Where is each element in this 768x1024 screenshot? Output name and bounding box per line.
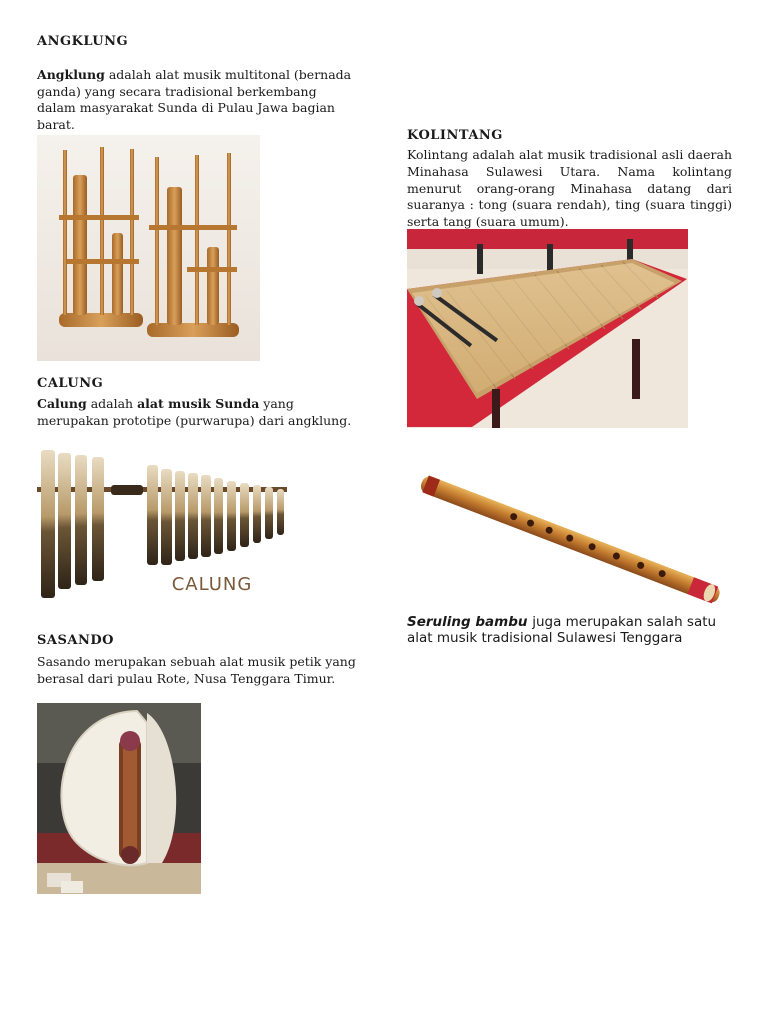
calung-heading: CALUNG — [37, 376, 104, 391]
angklung-heading: ANGKLUNG — [37, 34, 129, 49]
angklung-term: Angklung — [37, 67, 105, 82]
sasando-paragraph: Sasando merupakan sebuah alat musik petik yang berasal dari pulau Rote, Nusa Tenggara Timur. — [37, 654, 356, 686]
kolintang-image — [407, 229, 688, 428]
calung-bold-text: alat musik Sunda — [137, 396, 260, 411]
calung-text: yang merupakan prototipe (purwarupa) dari angklung. — [37, 396, 352, 428]
calung-paragraph — [37, 396, 367, 429]
angklung-image — [37, 135, 260, 361]
kolintang-heading: KOLINTANG — [407, 128, 503, 143]
seruling-image — [413, 472, 726, 608]
calung-term: Calung — [37, 396, 87, 411]
seruling-term: Seruling bambu — [407, 614, 533, 630]
sasando-heading: SASANDO — [37, 633, 114, 648]
kolintang-paragraph: Kolintang adalah alat musik tradisional asli daerah Minahasa Sulawesi Utara. Nama kolintang menurut orang-orang Minahasa datang dari suaranya : tong (suara rendah), ting (suara tinggi) serta tang (suara umum). — [407, 147, 732, 230]
calung-mid: adalah — [86, 396, 138, 411]
angklung-text: adalah alat musik multitonal (bernada ganda) yang secara tradisional berkembang dalam masyarakat Sunda di Pulau Jawa bagian barat. — [37, 67, 352, 132]
calung-image — [37, 445, 292, 603]
angklung-paragraph — [37, 67, 355, 133]
seruling-paragraph — [407, 614, 717, 646]
seruling-text: juga merupakan salah satu alat musik tradisional Sulawesi Tenggara — [407, 614, 717, 646]
sasando-image — [37, 703, 201, 894]
calung-image-caption: CALUNG — [171, 574, 253, 595]
